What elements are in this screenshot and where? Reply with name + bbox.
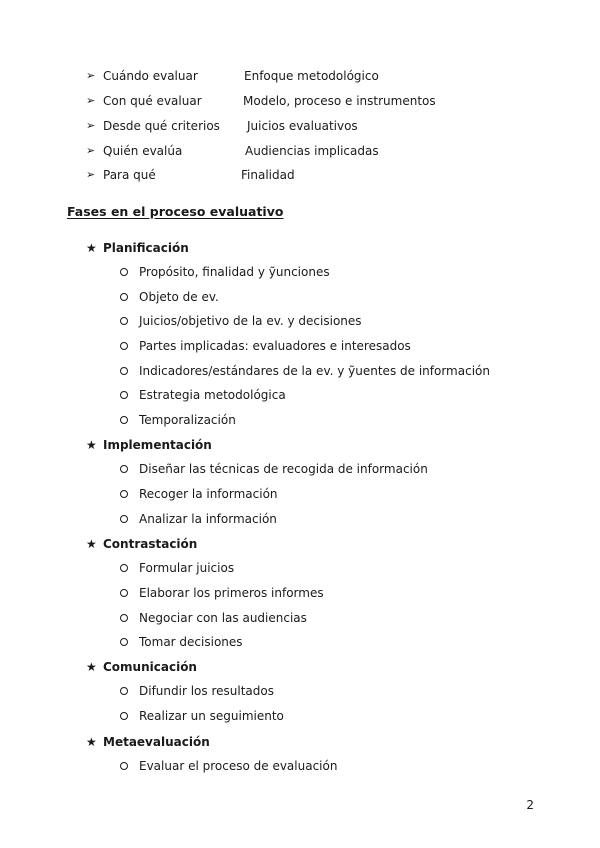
list-item: [0, 757, 600, 775]
question-text: Desde qué criterios: [103, 119, 220, 133]
arrow-bullet-icon: ➢: [86, 69, 96, 82]
question-text: Cuándo evaluar: [103, 69, 198, 83]
phase-title: Implementación: [103, 438, 212, 452]
circle-bullet-icon: [120, 564, 128, 572]
question-row: [0, 67, 600, 85]
list-item-text: Propósito, finalidad y ỹunciones: [139, 265, 330, 279]
circle-bullet-icon: [120, 762, 128, 770]
question-row: [0, 166, 600, 184]
phase-title: Planificación: [103, 241, 189, 255]
question-row: [0, 117, 600, 135]
list-item: [0, 288, 600, 306]
arrow-bullet-icon: ➢: [86, 119, 96, 132]
list-item: [0, 263, 600, 281]
star-bullet-icon: ★: [86, 660, 97, 674]
list-item-text: Partes implicadas: evaluadores e interesados: [139, 339, 411, 353]
list-item-text: Evaluar el proceso de evaluación: [139, 759, 338, 773]
list-item: [0, 682, 600, 700]
list-item-text: Realizar un seguimiento: [139, 709, 284, 723]
star-bullet-icon: ★: [86, 438, 97, 452]
phase-title: Metaevaluación: [103, 735, 210, 749]
list-item: [0, 707, 600, 725]
list-item: [0, 386, 600, 404]
question-text: Quién evalúa: [103, 144, 183, 158]
phase-heading: [0, 535, 600, 553]
list-item-text: Elaborar los primeros informes: [139, 586, 324, 600]
list-item: [0, 312, 600, 330]
circle-bullet-icon: [120, 589, 128, 597]
circle-bullet-icon: [120, 490, 128, 498]
list-item: [0, 584, 600, 602]
list-item-text: Indicadores/estándares de la ev. y ỹuentes de información: [139, 364, 490, 378]
phase-heading: [0, 436, 600, 454]
answer-text: Finalidad: [241, 168, 295, 182]
list-item-text: Juicios/objetivo de la ev. y decisiones: [139, 314, 362, 328]
question-text: Con qué evaluar: [103, 94, 202, 108]
phase-title: Contrastación: [103, 537, 198, 551]
answer-text: Modelo, proceso e instrumentos: [243, 94, 436, 108]
list-item: [0, 460, 600, 478]
arrow-bullet-icon: ➢: [86, 144, 96, 157]
list-item-text: Difundir los resultados: [139, 684, 274, 698]
page-number: 2: [526, 798, 534, 812]
answer-text: Juicios evaluativos: [247, 119, 358, 133]
list-item-text: Diseñar las técnicas de recogida de información: [139, 462, 428, 476]
star-bullet-icon: ★: [86, 241, 97, 255]
list-item-text: Negociar con las audiencias: [139, 611, 307, 625]
section-heading: Fases en el proceso evaluativo: [67, 204, 284, 219]
list-item: [0, 485, 600, 503]
question-row: [0, 92, 600, 110]
list-item-text: Analizar la información: [139, 512, 277, 526]
list-item: [0, 362, 600, 380]
circle-bullet-icon: [120, 391, 128, 399]
list-item-text: Recoger la información: [139, 487, 278, 501]
list-item: [0, 337, 600, 355]
list-item-text: Formular juicios: [139, 561, 235, 575]
question-text: Para qué: [103, 168, 156, 182]
star-bullet-icon: ★: [86, 735, 97, 749]
list-item: [0, 609, 600, 627]
circle-bullet-icon: [120, 367, 128, 375]
answer-text: Audiencias implicadas: [245, 144, 379, 158]
circle-bullet-icon: [120, 614, 128, 622]
circle-bullet-icon: [120, 638, 128, 646]
circle-bullet-icon: [120, 515, 128, 523]
circle-bullet-icon: [120, 465, 128, 473]
phase-title: Comunicación: [103, 660, 197, 674]
circle-bullet-icon: [120, 712, 128, 720]
question-row: [0, 142, 600, 160]
answer-text: Enfoque metodológico: [244, 69, 379, 83]
phase-heading: [0, 658, 600, 676]
list-item-text: Objeto de ev.: [139, 290, 219, 304]
circle-bullet-icon: [120, 416, 128, 424]
list-item: [0, 510, 600, 528]
circle-bullet-icon: [120, 342, 128, 350]
arrow-bullet-icon: ➢: [86, 168, 96, 181]
arrow-bullet-icon: ➢: [86, 94, 96, 107]
list-item-text: Temporalización: [139, 413, 236, 427]
circle-bullet-icon: [120, 293, 128, 301]
circle-bullet-icon: [120, 317, 128, 325]
phase-heading: [0, 733, 600, 751]
list-item-text: Tomar decisiones: [139, 635, 243, 649]
list-item: [0, 633, 600, 651]
list-item: [0, 559, 600, 577]
list-item-text: Estrategia metodológica: [139, 388, 286, 402]
circle-bullet-icon: [120, 687, 128, 695]
circle-bullet-icon: [120, 268, 128, 276]
phase-heading: [0, 239, 600, 257]
list-item: [0, 411, 600, 429]
star-bullet-icon: ★: [86, 537, 97, 551]
